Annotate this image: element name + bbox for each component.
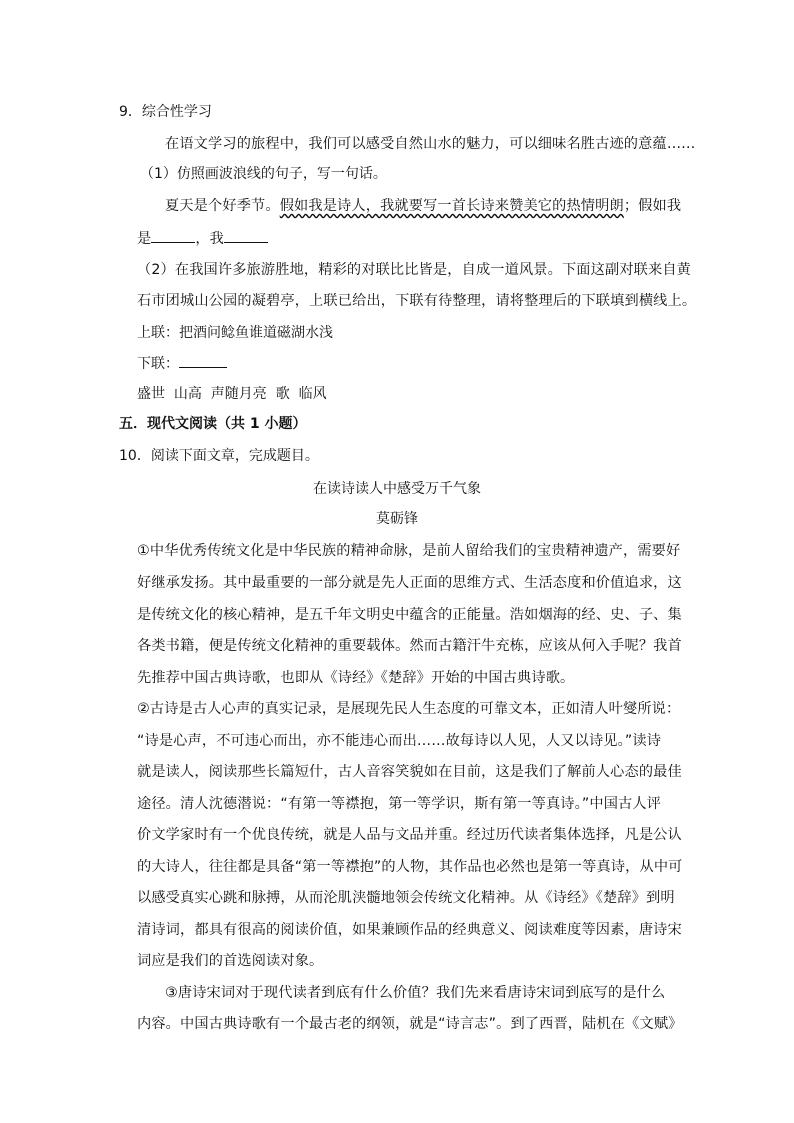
couplet-lower-label: 下联： bbox=[137, 356, 179, 372]
p2-line: 的大诗人，往往都是具备“第一等襟抱”的人物，其作品也必然也是第一等真诗，从中可 bbox=[137, 859, 683, 875]
section-heading: 五．现代文阅读（共 1 小题） bbox=[119, 416, 307, 432]
p3-line: ③唐诗宋词对于现代读者到底有什么价值？我们先来看唐诗宋词到底写的是什么 bbox=[165, 985, 666, 1001]
p2-line: “诗是心声，不可违心而出，亦不能违心而出……故每诗以人见，人又以诗见。”读诗 bbox=[137, 733, 662, 749]
p2-line: 途径。清人沈德潜说：“有第一等襟抱，第一等学识，斯有第一等真诗。”中国古人评 bbox=[137, 796, 662, 812]
p1-line: 各类书籍，便是传统文化精神的重要载体。然而古籍汗牛充栋，应该从何入手呢？我首 bbox=[137, 638, 682, 654]
couplet-answer-blank[interactable] bbox=[179, 353, 227, 368]
couplet-lower bbox=[137, 353, 227, 374]
q9-title: 9．综合性学习 bbox=[119, 104, 212, 120]
q9-summer-sentence bbox=[165, 196, 681, 216]
p1-line: 先推荐中国古典诗歌，也即从《诗经》《楚辞》开始的中国古典诗歌。 bbox=[137, 670, 575, 686]
answer-blank-2[interactable] bbox=[224, 228, 268, 243]
p1-line: 是传统文化的核心精神，是五千年文明史中蕴含的正能量。浩如烟海的经、史、子、集 bbox=[137, 607, 682, 623]
p2-line: 以感受真实心跳和脉搏，从而沦肌浃髓地领会传统文化精神。从《诗经》《楚辞》到明 bbox=[137, 890, 675, 906]
p2-line: 词应是我们的首选阅读对象。 bbox=[137, 953, 324, 969]
q10-title: 10．阅读下面文章，完成题目。 bbox=[119, 448, 319, 464]
q9-sub1: （1）仿照画波浪线的句子，写一句话。 bbox=[140, 166, 387, 182]
q9-fill-line bbox=[137, 228, 268, 249]
p2-line: ②古诗是古人心声的真实记录，是展现先民人生态度的可靠文本，正如清人叶燮所说： bbox=[137, 701, 681, 717]
summer-continuation: ；假如我 bbox=[623, 198, 682, 214]
p2-line: 清诗词，都具有很高的阅读价值，如果兼顾作品的经典意义、阅读难度等因素，唐诗宋 bbox=[137, 922, 682, 938]
p2-line: 价文学家时有一个优良传统，就是人品与文品并重。经过历代读者集体选择，凡是公认 bbox=[137, 827, 682, 843]
p1-line: 好继承发扬。其中最重要的一部分就是先人正面的思维方式、生活态度和价值追求，这 bbox=[137, 575, 682, 591]
q9-sub2-line2: 石市团城山公园的凝碧亭，上联已给出，下联有待整理，请将整理后的下联填到横线上。 bbox=[137, 293, 697, 309]
couplet-upper: 上联：把酒问鲶鱼谁道磁湖水浅 bbox=[137, 325, 333, 341]
article-author: 莫砺锋 bbox=[376, 511, 418, 527]
couplet-words: 盛世 山高 声随月亮 歌 临风 bbox=[137, 386, 327, 402]
q9-intro: 在语文学习的旅程中，我们可以感受自然山水的魅力，可以细味名胜古迹的意蕴…… bbox=[165, 136, 696, 152]
q9-sub2-line1: （2）在我国许多旅游胜地，精彩的对联比比皆是，自成一道风景。下面这副对联来自黄 bbox=[137, 262, 692, 278]
fill-middle: ，我 bbox=[195, 231, 225, 247]
summer-intro: 夏天是个好季节。 bbox=[165, 198, 280, 214]
fill-prefix: 是 bbox=[137, 231, 152, 247]
p3-line: 内容。中国古典诗歌有一个最古老的纲领，就是“诗言志”。到了西晋，陆机在《文赋》 bbox=[137, 1016, 683, 1032]
p2-line: 就是读人，阅读那些长篇短什，古人音容笑貌如在目前，这是我们了解前人心态的最佳 bbox=[137, 764, 682, 780]
p1-line: ①中华优秀传统文化是中华民族的精神命脉，是前人留给我们的宝贵精神遗产，需要好 bbox=[137, 543, 681, 559]
wavy-sentence: 假如我是诗人，我就要写一首长诗来赞美它的热情明朗 bbox=[279, 198, 624, 214]
answer-blank-1[interactable] bbox=[151, 228, 195, 243]
article-title: 在读诗读人中感受万千气象 bbox=[313, 481, 481, 497]
